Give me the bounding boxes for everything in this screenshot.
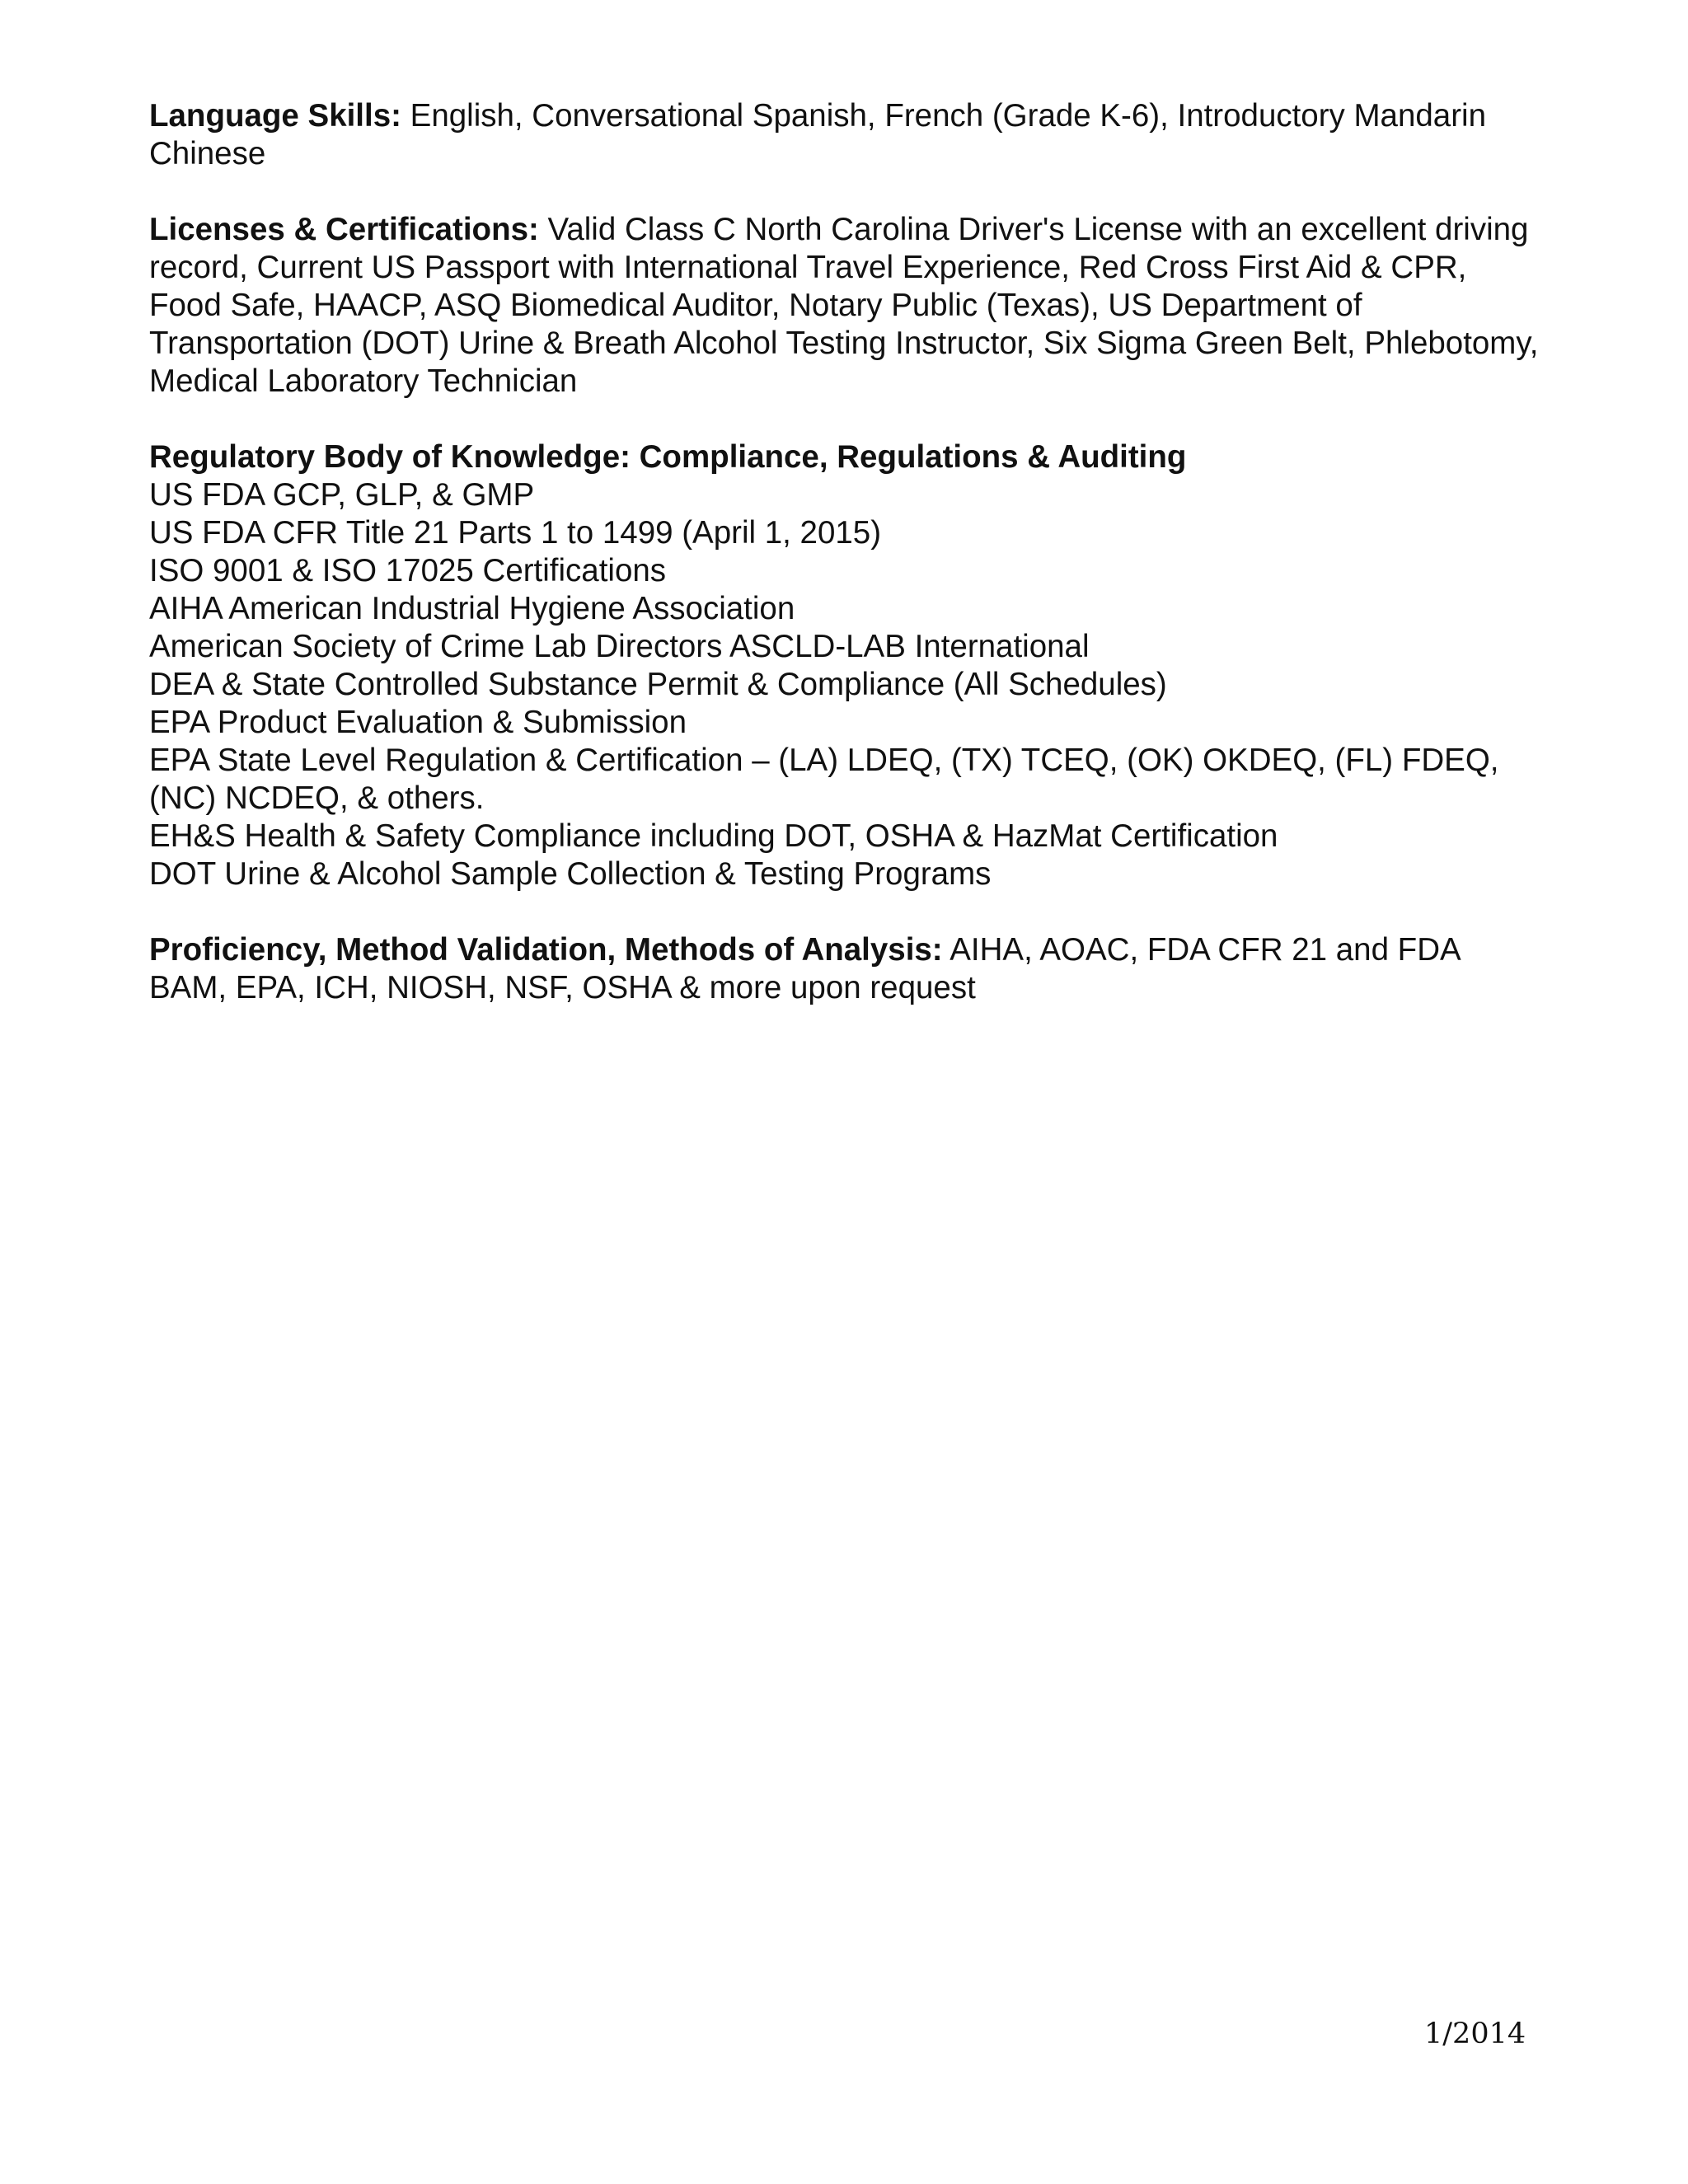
language-skills-text: English, Conversational Spanish, French (Grade K-6), Introductory Mandarin Chinese <box>149 98 1486 171</box>
footer-date: 1/2014 <box>1424 2018 1526 2050</box>
list-item: US FDA GCP, GLP, & GMP <box>149 477 535 513</box>
proficiency-paragraph <box>149 931 1542 1007</box>
licenses-certifications-section <box>149 211 1542 401</box>
licenses-certifications-label: Licenses & Certifications: <box>149 212 539 247</box>
licenses-certifications-text: Valid Class C North Carolina Driver's License with an excellent driving record, Current US Passport with International Travel Experience, Red Cross First Aid & CPR, Food Safe, HAACP, ASQ Biomedical Auditor, Notary Public (Texas), US Department of Transportation (DOT) Urine & Breath Alcohol Testing Instructor, Six Sigma Green Belt, Phlebotomy, Medical Laboratory Technician <box>149 212 1539 399</box>
list-item: DEA & State Controlled Substance Permit & Compliance (All Schedules) <box>149 667 1167 702</box>
licenses-certifications-paragraph <box>149 211 1542 401</box>
list-item: DOT Urine & Alcohol Sample Collection & Testing Programs <box>149 856 992 892</box>
list-item: EPA Product Evaluation & Submission <box>149 705 687 740</box>
language-skills-label: Language Skills: <box>149 98 401 134</box>
list-item: American Society of Crime Lab Directors ASCLD-LAB International <box>149 629 1090 664</box>
list-item: AIHA American Industrial Hygiene Association <box>149 591 795 626</box>
list-item: EH&S Health & Safety Compliance including DOT, OSHA & HazMat Certification <box>149 818 1278 854</box>
proficiency-section <box>149 931 1542 1007</box>
language-skills-section <box>149 97 1542 173</box>
list-item: US FDA CFR Title 21 Parts 1 to 1499 (April 1, 2015) <box>149 515 882 551</box>
proficiency-text: AIHA, AOAC, FDA CFR 21 and FDA BAM, EPA, ICH, NIOSH, NSF, OSHA & more upon request <box>149 932 1460 1005</box>
list-item: EPA State Level Regulation & Certification – (LA) LDEQ, (TX) TCEQ, (OK) OKDEQ, (FL) FDEQ, (NC) NCDEQ, & others. <box>149 743 1499 816</box>
regulatory-knowledge-heading: Regulatory Body of Knowledge: Compliance, Regulations & Auditing <box>149 439 1187 475</box>
regulatory-knowledge-list <box>149 476 1542 893</box>
regulatory-knowledge-section <box>149 438 1542 893</box>
language-skills-paragraph <box>149 97 1542 173</box>
proficiency-label: Proficiency, Method Validation, Methods of Analysis: <box>149 932 943 968</box>
resume-page <box>149 97 1542 1045</box>
list-item: ISO 9001 & ISO 17025 Certifications <box>149 553 667 588</box>
